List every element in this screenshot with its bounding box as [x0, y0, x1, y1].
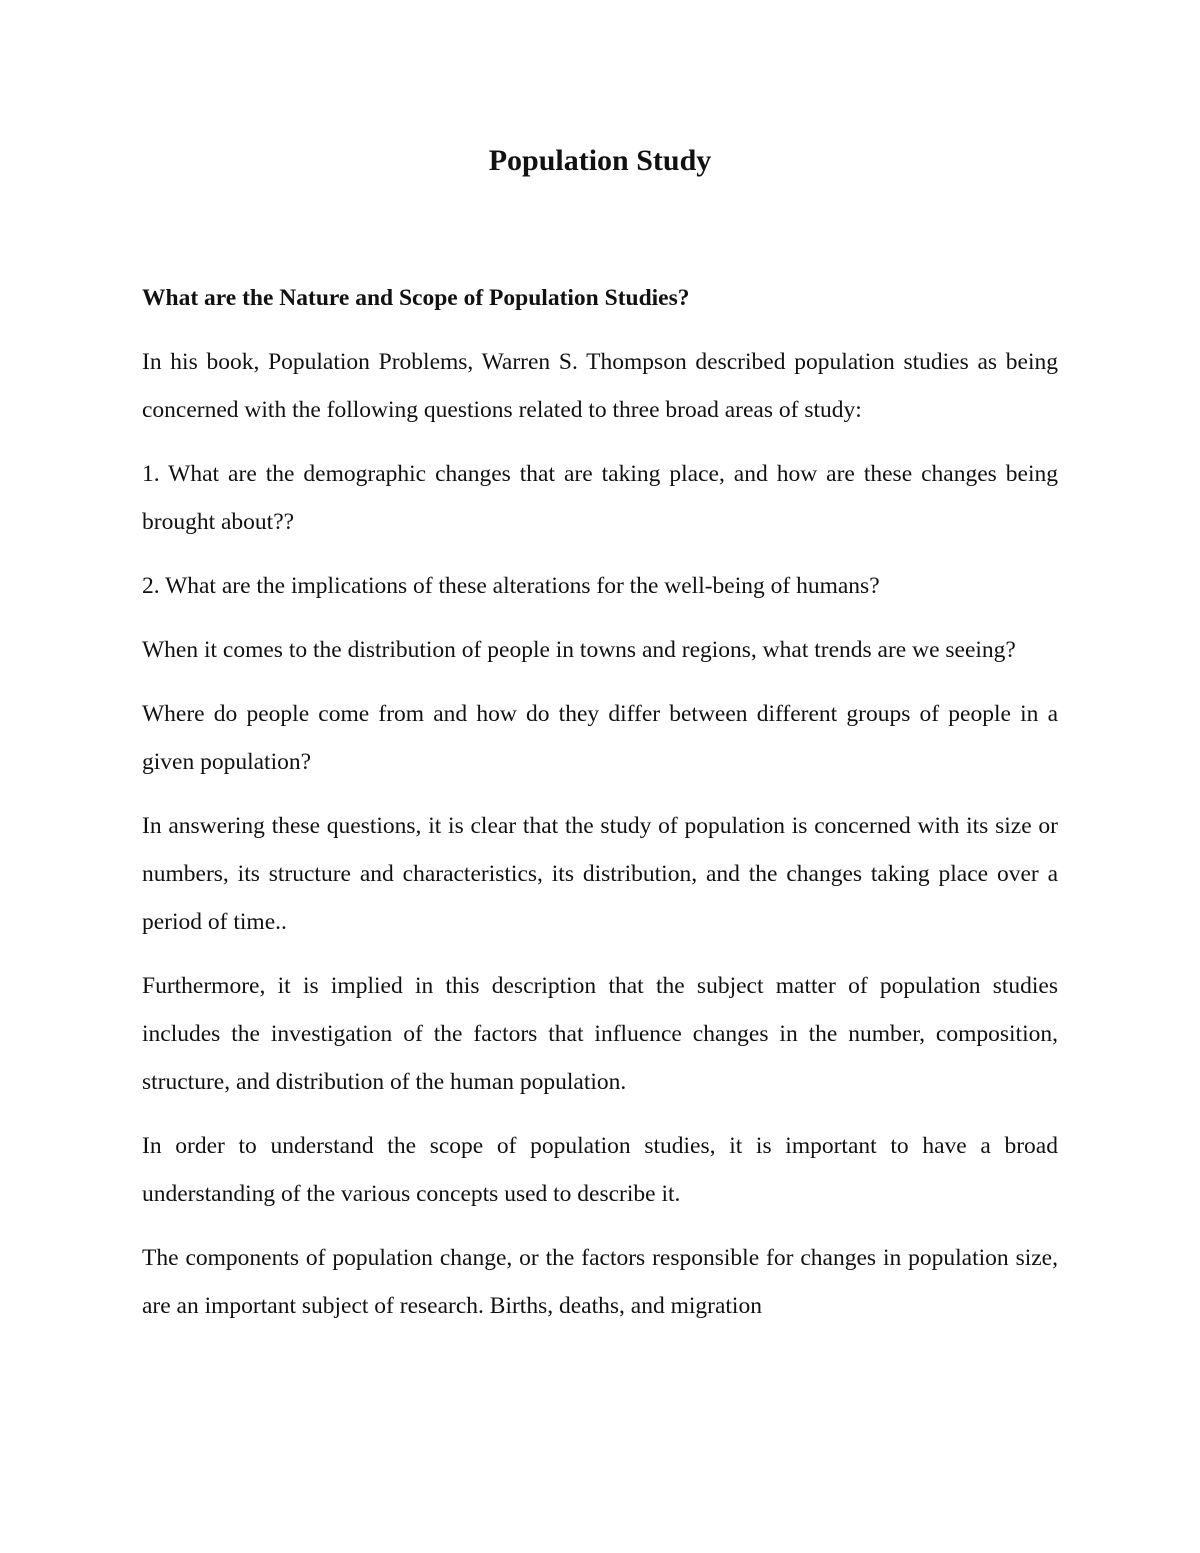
paragraph-scope: In order to understand the scope of population studies, it is important to have a broad understanding of the various concepts used to describe it.: [142, 1133, 1058, 1207]
paragraph-intro: In his book, Population Problems, Warren S. Thompson described population studies as being concerned with the following questions related to three broad areas of study:: [142, 349, 1058, 423]
paragraph-question-1: 1. What are the demographic changes that are taking place, and how are these changes being brought about??: [142, 461, 1058, 535]
paragraph-components: The components of population change, or the factors responsible for changes in population size, are an important subject of research. Births, deaths, and migration: [142, 1245, 1058, 1319]
paragraph-answer: In answering these questions, it is clear that the study of population is concerned with its size or numbers, its structure and characteristics, its distribution, and the changes taking place over a period of time..: [142, 813, 1058, 935]
page-title: Population Study: [488, 144, 712, 177]
document-body: [142, 274, 1058, 1346]
paragraph-question-3: When it comes to the distribution of people in towns and regions, what trends are we seeing?: [142, 637, 1016, 663]
paragraph-question-4: Where do people come from and how do they differ between different groups of people in a given population?: [142, 701, 1058, 775]
paragraph-furthermore: Furthermore, it is implied in this description that the subject matter of population studies includes the investigation of the factors that influence changes in the number, composition, structure, and distribution of the human population.: [142, 973, 1058, 1095]
section-heading: What are the Nature and Scope of Population Studies?: [142, 285, 690, 311]
paragraph-question-2: 2. What are the implications of these alterations for the well-being of humans?: [142, 573, 880, 599]
